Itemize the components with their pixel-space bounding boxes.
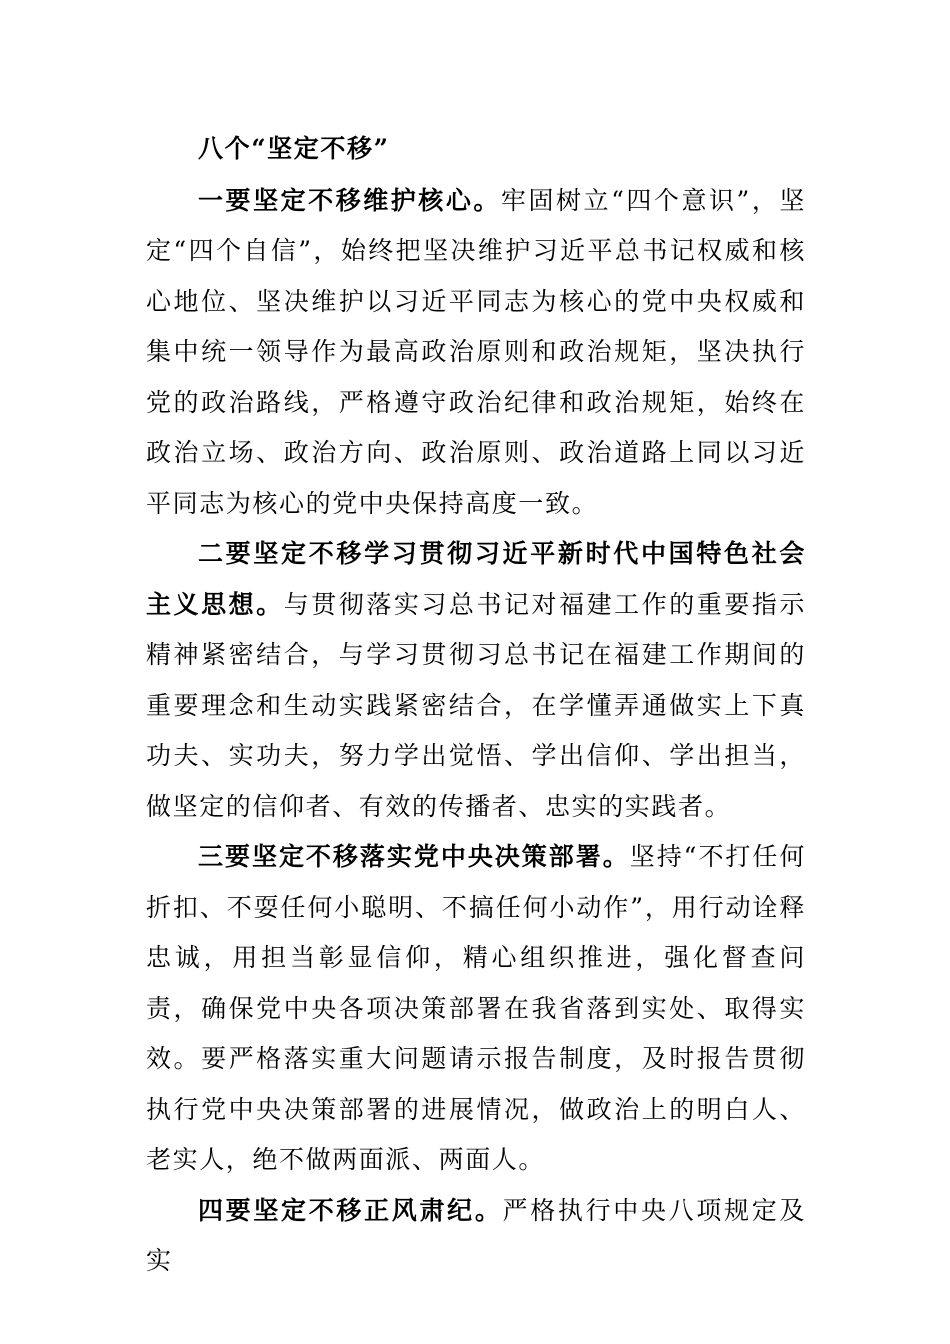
paragraph-1 (146, 176, 806, 530)
paragraph-4-lead: 四要坚定不移正风肃纪。 (198, 1195, 503, 1225)
document-title: 八个“坚定不移” (198, 134, 390, 163)
paragraph-1-body: 牢固树立“四个意识”，坚定“四个自信”，始终把坚决维护习近平总书记权威和核心地位、坚决维护以习近平同志为核心的党中央权威和集中统一领导作为最高政治原则和政治规矩，坚决执行党的政治路线，严格遵守政治纪律和政治规矩，始终在政治立场、政治方向、政治原则、政治道路上同以习近平同志为核心的党中央保持高度一致。 (146, 185, 806, 518)
paragraph-3-body: 坚持“不打任何折扣、不耍任何小聪明、不搞任何小动作”，用行动诠释忠诚，用担当彰显信仰，精心组织推进，强化督查问责，确保党中央各项决策部署在我省落到实处、取得实效。要严格落实重大问题请示报告制度，及时报告贯彻执行党中央决策部署的进展情况，做政治上的明白人、老实人，绝不做两面派、两面人。 (146, 842, 806, 1174)
paragraph-3 (146, 832, 806, 1186)
paragraph-4 (146, 1186, 806, 1287)
paragraph-4-body: 严格执行中央八项规定及实 (146, 1195, 806, 1275)
paragraph-3-lead: 三要坚定不移落实党中央决策部署。 (198, 842, 630, 871)
paragraph-1-lead: 一要坚定不移维护核心。 (198, 185, 501, 215)
paragraph-2 (146, 529, 806, 832)
document-body (146, 124, 806, 1287)
paragraph-2-lead: 二要坚定不移学习贯彻习近平新时代中国特色社会主义思想。 (146, 539, 806, 619)
paragraph-2-body: 与贯彻落实习总书记对福建工作的重要指示精神紧密结合，与学习贯彻习总书记在福建工作期间的重要理念和生动实践紧密结合，在学懂弄通做实上下真功夫、实功夫，努力学出觉悟、学出信仰、学出担当，做坚定的信仰者、有效的传播者、忠实的实践者。 (146, 589, 806, 821)
